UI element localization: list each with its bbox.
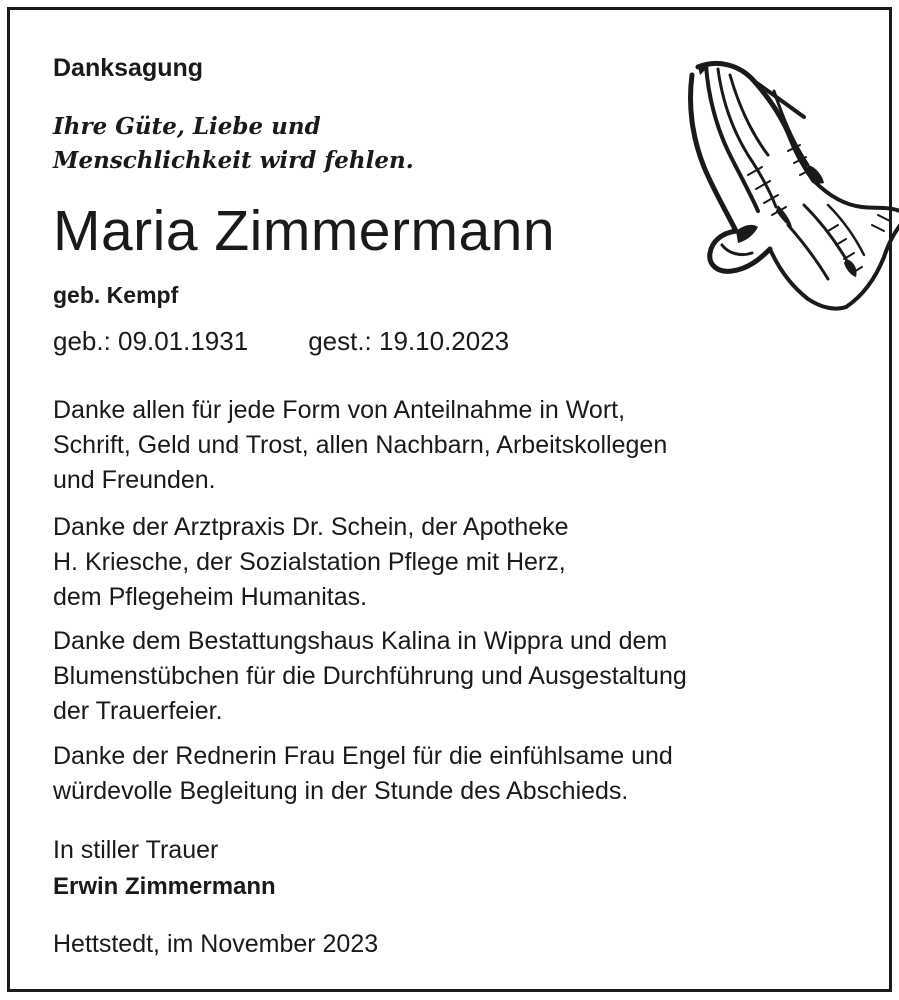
notice-frame xyxy=(7,7,892,992)
quote xyxy=(53,110,414,178)
quote-line: Ihre Güte, Liebe und xyxy=(53,113,321,140)
text-line: Schrift, Geld und Trost, allen Nachbarn, Arbeitskollegen xyxy=(53,431,668,459)
death-date: gest.: 19.10.2023 xyxy=(308,326,510,356)
text-line: Danke allen für jede Form von Anteilnahme in Wort, xyxy=(53,396,626,424)
maiden-name: geb. Kempf xyxy=(53,282,179,308)
text-line: Danke der Rednerin Frau Engel für die einfühlsame und xyxy=(53,742,673,770)
thanks-paragraph xyxy=(53,393,667,498)
text-line: H. Kriesche, der Sozialstation Pflege mit Herz, xyxy=(53,548,566,576)
notice-heading: Danksagung xyxy=(53,54,204,82)
text-line: dem Pflegeheim Humanitas. xyxy=(53,583,368,611)
text-line: und Freunden. xyxy=(53,466,216,494)
mourning-line: In stiller Trauer xyxy=(53,836,219,864)
birth-date: geb.: 09.01.1931 xyxy=(53,326,249,356)
quote-line: Menschlichkeit wird fehlen. xyxy=(53,147,414,174)
text-line: würdevolle Begleitung in der Stunde des Abschieds. xyxy=(53,777,629,805)
life-dates xyxy=(53,326,509,357)
place-date: Hettstedt, im November 2023 xyxy=(53,930,379,958)
deceased-name: Maria Zimmermann xyxy=(53,199,556,263)
thanks-paragraph xyxy=(53,510,569,615)
thanks-paragraph xyxy=(53,624,687,729)
text-line: Danke dem Bestattungshaus Kalina in Wippra und dem xyxy=(53,627,668,655)
signer-name: Erwin Zimmermann xyxy=(53,873,276,900)
thanks-paragraph xyxy=(53,739,673,809)
text-line: Blumenstübchen für die Durchführung und Ausgestaltung xyxy=(53,662,687,690)
text-line: der Trauerfeier. xyxy=(53,697,223,725)
praying-hands-icon xyxy=(678,55,899,313)
text-line: Danke der Arztpraxis Dr. Schein, der Apotheke xyxy=(53,513,569,541)
